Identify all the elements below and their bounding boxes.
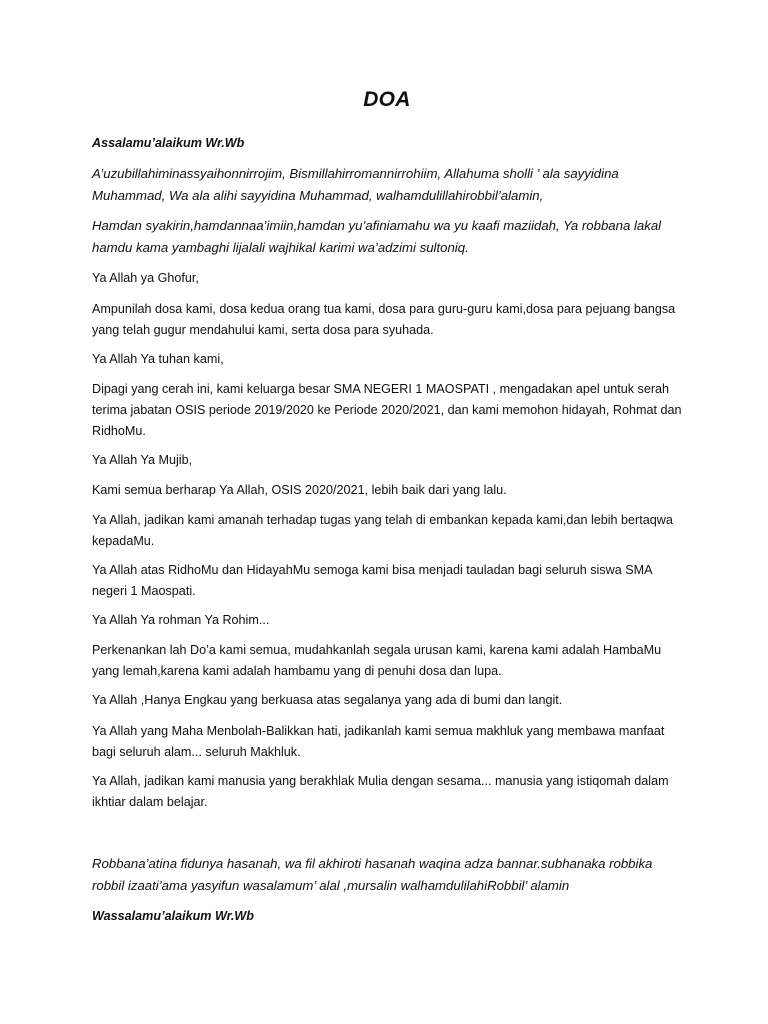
paragraph-13: Ya Allah, jadikan kami manusia yang berakhlak Mulia dengan sesama... manusia yang istiqomah dalam ikhtiar dalam belajar.	[92, 774, 669, 809]
paragraph-2: Ampunilah dosa kami, dosa kedua orang tua kami, dosa para guru-guru kami,dosa para pejuang bangsa yang telah gugur mendahului kami, serta dosa para syuhada.	[92, 302, 676, 337]
paragraph-11: Ya Allah ,Hanya Engkau yang berkuasa atas segalanya yang ada di bumi dan langit.	[92, 693, 563, 707]
farewell: Wassalamu’alaikum Wr.Wb	[92, 909, 254, 923]
paragraph-4: Dipagi yang cerah ini, kami keluarga besar SMA NEGERI 1 MAOSPATI , mengadakan apel untuk serah terima jabatan OSIS periode 2019/2020 ke Periode 2020/2021, dan kami memohon hidayah, Rohmat dan RidhoMu.	[92, 382, 682, 438]
paragraph-6: Kami semua berharap Ya Allah, OSIS 2020/2021, lebih baik dari yang lalu.	[92, 483, 507, 497]
paragraph-3: Ya Allah Ya tuhan kami,	[92, 352, 224, 366]
greeting: Assalamu’alaikum Wr.Wb	[92, 136, 245, 150]
paragraph-1: Ya Allah ya Ghofur,	[92, 271, 199, 285]
paragraph-8: Ya Allah atas RidhoMu dan HidayahMu semoga kami bisa menjadi tauladan bagi seluruh siswa SMA negeri 1 Maospati.	[92, 563, 652, 598]
paragraph-5: Ya Allah Ya Mujib,	[92, 453, 193, 467]
paragraph-7: Ya Allah, jadikan kami amanah terhadap tugas yang telah di embankan kepada kami,dan lebih bertaqwa kepadaMu.	[92, 513, 673, 548]
closing-prayer: Robbana’atina fidunya hasanah, wa fil akhiroti hasanah waqina adza bannar.subhanaka robbika robbil izaati’ama yasyifun wasalamum’ alal ,mursalin walhamdulilahiRobbil’ alamin	[92, 856, 653, 893]
opening-paragraph-1: A’uzubillahiminassyaihonnirrojim, Bismillahirromannirrohiim, Allahuma sholli ’ ala sayyidina Muhammad, Wa ala alihi sayyidina Muhammad, walhamdulillahirobbil’alamin,	[92, 166, 619, 203]
paragraph-10: Perkenankan lah Do’a kami semua, mudahkanlah segala urusan kami, karena kami adalah HambaMu yang lemah,karena kami adalah hambamu yang di penuhi dosa dan lupa.	[92, 643, 662, 678]
document-title: DOA	[363, 88, 411, 111]
opening-paragraph-2: Hamdan syakirin,hamdannaa’imiin,hamdan yu’afiniamahu wa yu kaafi maziidah, Ya robbana lakal hamdu kama yambaghi lijalali wajhikal karimi wa’adzimi sultoniq.	[92, 218, 662, 255]
paragraph-9: Ya Allah Ya rohman Ya Rohim...	[92, 613, 270, 627]
paragraph-12: Ya Allah yang Maha Menbolah-Balikkan hati, jadikanlah kami semua makhluk yang membawa manfaat bagi seluruh alam... seluruh Makhluk.	[92, 724, 665, 759]
